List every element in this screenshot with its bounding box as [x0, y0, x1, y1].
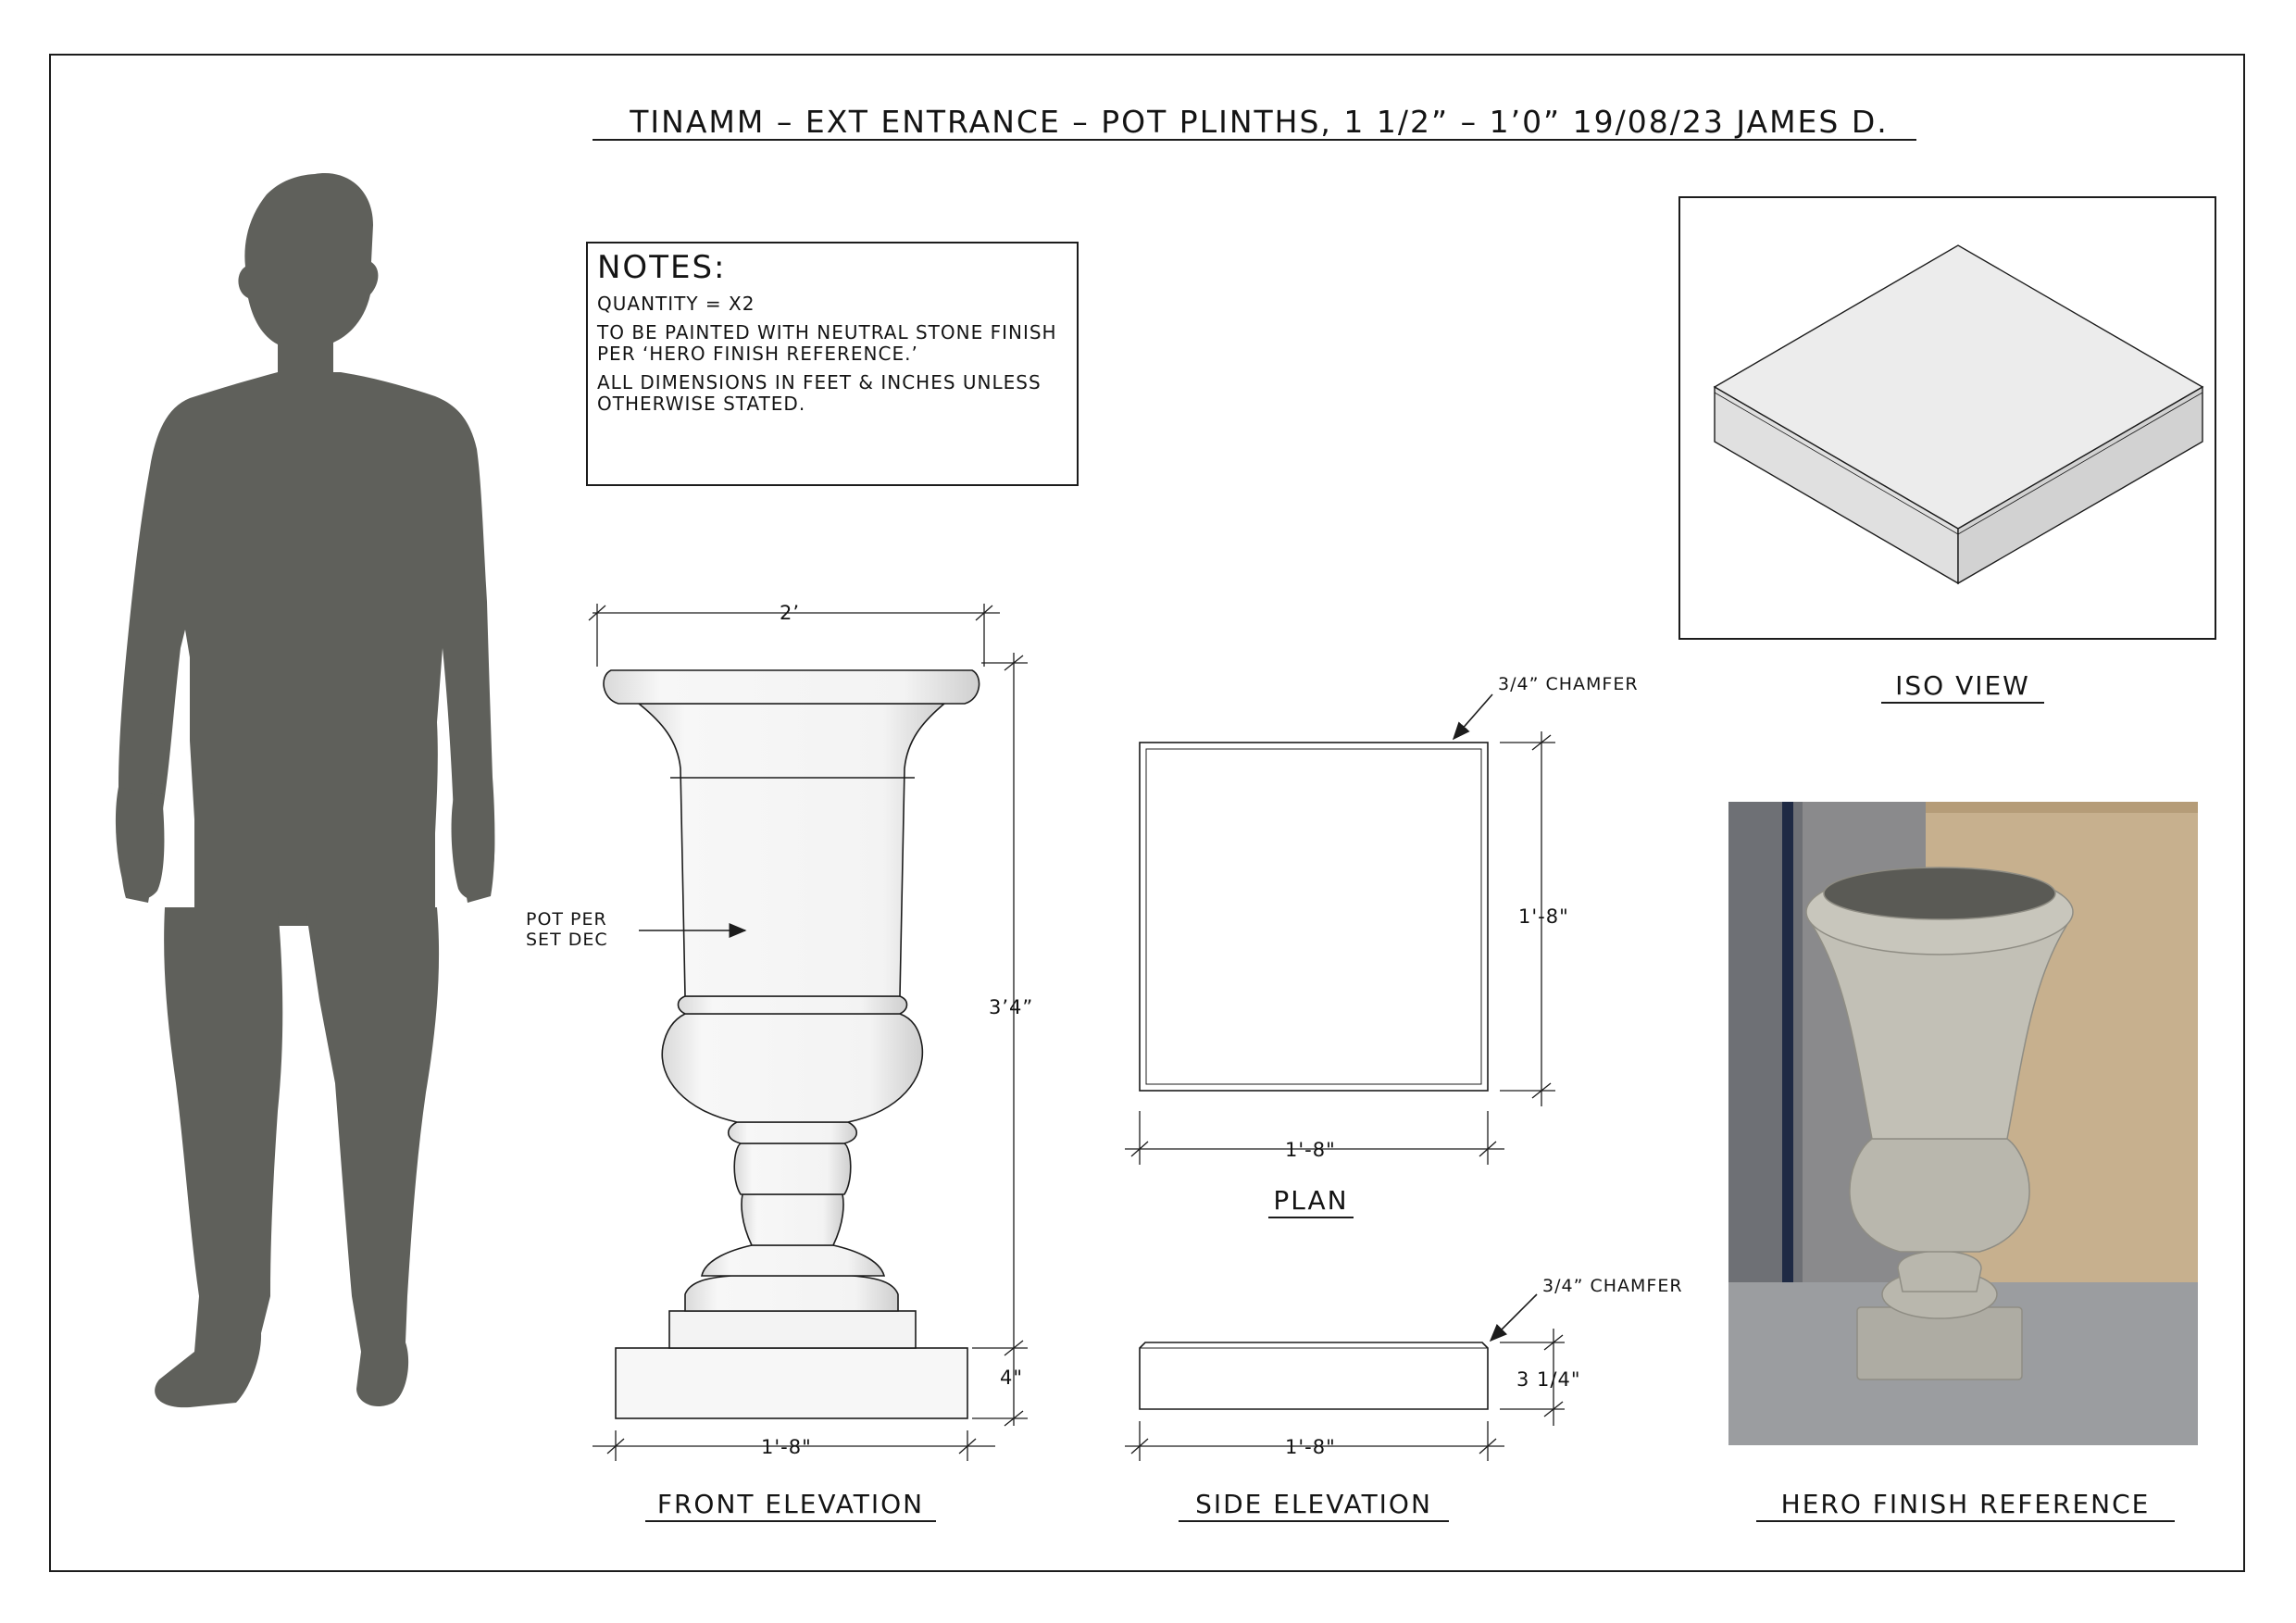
side-elevation-caption: SIDE ELEVATION: [1179, 1489, 1449, 1522]
notes-heading: NOTES:: [597, 249, 727, 286]
front-top-width-label: 2’: [780, 602, 801, 624]
shelving-upright: [1782, 802, 1793, 1283]
notes-dimensions: ALL DIMENSIONS IN FEET & INCHES UNLESS OTHERWISE STATED.: [597, 371, 1042, 415]
front-elevation-caption: FRONT ELEVATION: [645, 1489, 936, 1522]
side-chamfer-label: 3/4” CHAMFER: [1542, 1276, 1683, 1296]
sheet-title: TINAMM – EXT ENTRANCE – POT PLINTHS, 1 1/2” – 1’0” 19/08/23 JAMES D.: [630, 104, 1889, 140]
human-scale-silhouette: [116, 173, 494, 1407]
front-plinth-height-label: 4": [1000, 1367, 1024, 1389]
side-height-label: 3 1/4": [1516, 1368, 1581, 1391]
plan-depth-label: 1'-8": [1518, 905, 1569, 928]
front-plinth: [616, 1348, 967, 1418]
pot-callout-label: POT PER SET DEC: [526, 909, 608, 950]
plan-caption: PLAN: [1268, 1185, 1354, 1218]
iso-view-frame: [1678, 196, 2216, 640]
plan-chamfer-label: 3/4” CHAMFER: [1498, 674, 1639, 694]
plan-width-label: 1'-8": [1285, 1139, 1336, 1161]
side-chamfer-arrow: [1491, 1294, 1537, 1341]
front-plinth-width-label: 1'-8": [761, 1436, 812, 1458]
iso-view-caption: ISO VIEW: [1881, 670, 2044, 704]
hero-finish-photo: [1728, 802, 2198, 1445]
plan-square: [1140, 743, 1488, 1091]
side-width-label: 1'-8": [1285, 1436, 1336, 1458]
hero-reference-caption: HERO FINISH REFERENCE: [1756, 1489, 2175, 1522]
notes-finish: TO BE PAINTED WITH NEUTRAL STONE FINISH PER ‘HERO FINISH REFERENCE.’: [597, 321, 1057, 365]
notes-quantity: QUANTITY = X2: [597, 293, 755, 315]
front-elevation-urn: [604, 670, 980, 1418]
front-pot-height-label: 3’4”: [989, 996, 1034, 1018]
side-elevation-block: [1140, 1342, 1488, 1409]
plan-chamfer-arrow: [1454, 694, 1492, 739]
